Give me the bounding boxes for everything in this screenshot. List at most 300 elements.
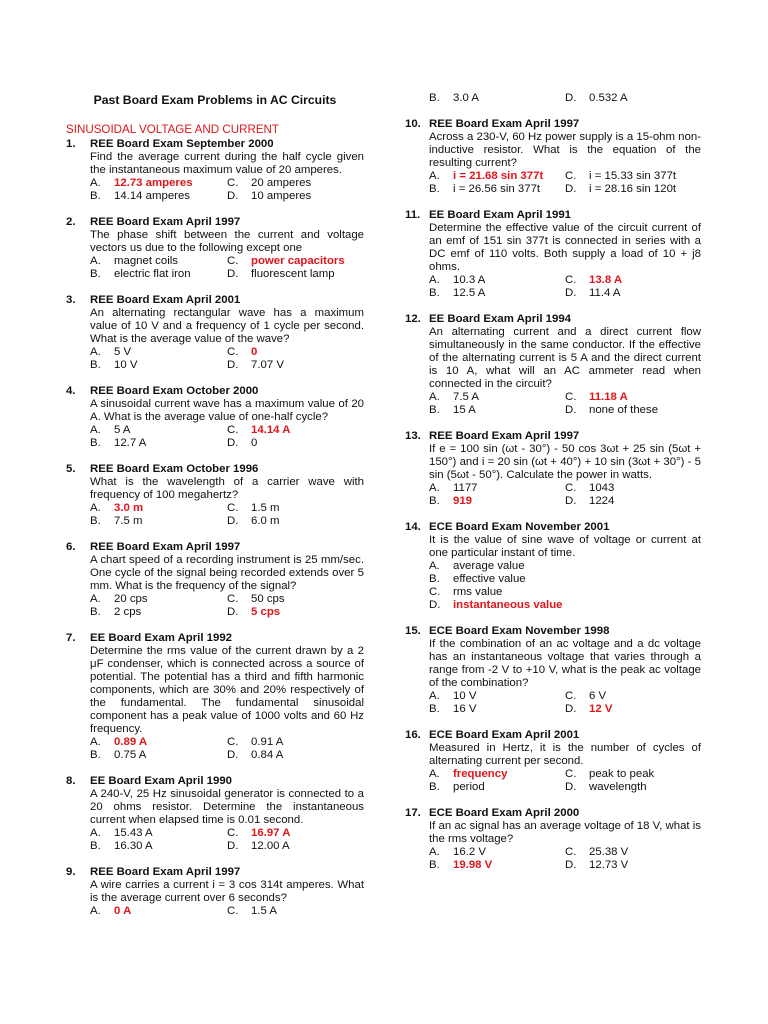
option-letter: B. [429, 781, 440, 793]
option-value: 50 cps [251, 593, 285, 605]
question-text: What is the wavelength of a carrier wave with frequency of 100 megahertz? [90, 476, 364, 501]
option-letter: B. [429, 703, 440, 715]
answer-options [66, 346, 364, 372]
option-letter: A. [90, 502, 101, 514]
question-12 [405, 313, 701, 417]
option-letter: D. [565, 781, 577, 793]
question-source: REE Board Exam October 1996 [90, 463, 259, 475]
correct-answer-value: 19.98 V [453, 859, 493, 871]
correct-answer-value: frequency [453, 768, 508, 780]
option-letter: C. [227, 593, 239, 605]
correct-answer-value: 5 cps [251, 606, 281, 618]
option-letter: B. [429, 404, 440, 416]
option-letter: B. [90, 437, 101, 449]
option-letter: C. [227, 346, 239, 358]
question-number: 13. [405, 430, 421, 442]
option-letter: C. [227, 736, 239, 748]
right-column [405, 0, 701, 885]
option-letter: D. [227, 268, 239, 280]
option-letter: C. [565, 846, 577, 858]
question-7 [66, 632, 364, 762]
correct-answer-value: 0 A [114, 905, 132, 917]
option-value: 12.73 V [589, 859, 629, 871]
correct-answer-option [429, 495, 565, 508]
option-letter: A. [429, 560, 440, 572]
answer-option [429, 573, 701, 586]
option-value: i = 15.33 sin 377t [589, 170, 677, 182]
left-question-list [66, 138, 364, 918]
option-letter: C. [565, 274, 577, 286]
question-16 [405, 729, 701, 794]
question-number: 3. [66, 294, 76, 306]
option-value: 7.5 A [453, 391, 479, 403]
option-value: effective value [453, 573, 526, 585]
option-value: 16 V [453, 703, 477, 715]
question-source: ECE Board Exam November 1998 [429, 625, 610, 637]
answer-option [227, 840, 364, 853]
question-5 [66, 463, 364, 528]
option-value: 16.30 A [114, 840, 153, 852]
option-value: 15.43 A [114, 827, 153, 839]
option-letter: D. [227, 749, 239, 761]
option-value: 7.07 V [251, 359, 284, 371]
answer-option [565, 482, 701, 495]
answer-options [405, 690, 701, 716]
option-value: peak to peak [589, 768, 655, 780]
question-text: A 240-V, 25 Hz sinusoidal generator is connected to a 20 ohms resistor. Determine the instantaneous current when elapsed time is 0.01 second. [90, 788, 364, 826]
answer-options [405, 391, 701, 417]
answer-option [227, 502, 364, 515]
correct-answer-option [90, 905, 227, 918]
answer-option [90, 359, 227, 372]
question-source: EE Board Exam April 1990 [90, 775, 233, 787]
option-value: rms value [453, 586, 503, 598]
answer-option [227, 268, 364, 281]
question-14 [405, 521, 701, 612]
option-letter: D. [227, 840, 239, 852]
option-letter: D. [565, 703, 577, 715]
correct-answer-value: 11.18 A [589, 391, 628, 403]
question-text: It is the value of sine wave of voltage or current at one particular instant of time. [429, 534, 701, 559]
option-value: 10 V [114, 359, 138, 371]
answer-option [227, 177, 364, 190]
question-source: REE Board Exam April 1997 [429, 118, 580, 130]
option-value: 7.5 m [114, 515, 143, 527]
question-header [405, 521, 701, 534]
option-value: 3.0 A [453, 92, 479, 104]
question-text: Determine the effective value of the circuit current of an emf of 151 sin 377t is connected in series with a DC emf of 110 volts. Both supply a load of 10 + j8 ohms. [429, 222, 701, 273]
option-value: 16.2 V [453, 846, 486, 858]
question-source: EE Board Exam April 1991 [429, 209, 572, 221]
option-letter: A. [429, 768, 440, 780]
question-number: 12. [405, 313, 421, 325]
option-letter: B. [429, 92, 440, 104]
answer-option [90, 437, 227, 450]
option-value: 0 [251, 437, 258, 449]
answer-option [565, 859, 701, 872]
answer-options [405, 482, 701, 508]
question-number: 4. [66, 385, 76, 397]
answer-option [227, 359, 364, 372]
option-value: none of these [589, 404, 659, 416]
answer-option [429, 703, 565, 716]
answer-option [90, 268, 227, 281]
option-letter: D. [565, 183, 577, 195]
answer-option [90, 827, 227, 840]
option-letter: C. [565, 690, 577, 702]
question-source: EE Board Exam April 1994 [429, 313, 572, 325]
option-letter: D. [227, 515, 239, 527]
option-value: 20 cps [114, 593, 148, 605]
question-number: 14. [405, 521, 421, 533]
section-heading: SINUSOIDAL VOLTAGE AND CURRENT [66, 123, 280, 136]
option-letter: C. [565, 482, 577, 494]
question-text: Across a 230-V, 60 Hz power supply is a 15-ohm non-inductive resistor. What is the equation of the resulting current? [429, 131, 701, 169]
question-number: 5. [66, 463, 76, 475]
option-letter: C. [227, 177, 239, 189]
question-text: A wire carries a current i = 3 cos 314t amperes. What is the average current over 6 seconds? [90, 879, 364, 904]
question-text: If the combination of an ac voltage and a dc voltage has an instantaneous voltage that varies through a range from -2 V to +10 V, what is the peak ac voltage of the combination? [429, 638, 701, 689]
question-4 [66, 385, 364, 450]
question-source: REE Board Exam September 2000 [90, 138, 274, 150]
option-letter: B. [90, 359, 101, 371]
correct-answer-value: 0 [251, 346, 258, 358]
option-letter: A. [90, 346, 101, 358]
answer-option [429, 846, 565, 859]
question-source: ECE Board Exam April 2001 [429, 729, 580, 741]
correct-answer-option [90, 177, 227, 190]
correct-answer-option [227, 255, 364, 268]
question-number: 15. [405, 625, 421, 637]
answer-option [227, 190, 364, 203]
correct-answer-value: 12 V [589, 703, 613, 715]
question-header [66, 385, 364, 398]
option-letter: A. [429, 170, 440, 182]
option-value: 0.532 A [589, 92, 628, 104]
option-letter: A. [90, 905, 101, 917]
answer-option [429, 690, 565, 703]
question-6 [66, 541, 364, 619]
answer-option [90, 255, 227, 268]
question-header [66, 632, 364, 645]
answer-option [90, 346, 227, 359]
correct-answer-option [227, 827, 364, 840]
answer-options [66, 905, 364, 918]
option-value: 20 amperes [251, 177, 312, 189]
question-number: 6. [66, 541, 76, 553]
question-text: The phase shift between the current and voltage vectors us due to the following except one [90, 229, 364, 254]
question-header [405, 430, 701, 443]
question-number: 7. [66, 632, 76, 644]
question-header [66, 138, 364, 151]
question-source: EE Board Exam April 1992 [90, 632, 233, 644]
option-letter: D. [227, 437, 239, 449]
answer-options [405, 768, 701, 794]
left-column [66, 0, 364, 931]
question-source: ECE Board Exam April 2000 [429, 807, 580, 819]
question-text: Find the average current during the half cycle given the instantaneous maximum value of 20 amperes. [90, 151, 364, 176]
question-text: A chart speed of a recording instrument is 25 mm/sec. One cycle of the signal being recorded extends over 5 mm. What is the frequency of the signal? [90, 554, 364, 592]
option-value: 12.7 A [114, 437, 147, 449]
question-source: REE Board Exam April 1997 [90, 216, 241, 228]
correct-answer-option [429, 768, 565, 781]
correct-answer-option [565, 391, 701, 404]
question-header [405, 625, 701, 638]
question-1 [66, 138, 364, 203]
option-letter: B. [90, 749, 101, 761]
answer-option [90, 593, 227, 606]
option-letter: A. [429, 391, 440, 403]
option-value: 5 V [114, 346, 132, 358]
option-value: 2 cps [114, 606, 142, 618]
option-letter: D. [565, 287, 577, 299]
question-number: 16. [405, 729, 421, 741]
option-value: 15 A [453, 404, 476, 416]
option-letter: D. [565, 495, 577, 507]
answer-option [429, 781, 565, 794]
answer-options [66, 177, 364, 203]
option-letter: C. [429, 586, 441, 598]
answer-options [405, 274, 701, 300]
option-letter: C. [227, 424, 239, 436]
answer-option [565, 287, 701, 300]
correct-answer-option [90, 502, 227, 515]
option-value: average value [453, 560, 525, 572]
question-source: ECE Board Exam November 2001 [429, 521, 610, 533]
option-letter: C. [565, 170, 577, 182]
answer-options [405, 846, 701, 872]
question-text: Determine the rms value of the current drawn by a 2 μF condenser, which is connected across a source of potential. The potential has a third and fifth harmonic components, which are 30% and 20% respectively of the fundamental. The fundamental sinusoidal component has a peak value of 1000 volts and 60 Hz frequency. [90, 645, 364, 735]
option-letter: D. [227, 359, 239, 371]
answer-option [565, 781, 701, 794]
question-header [66, 294, 364, 307]
answer-option [565, 183, 701, 196]
question-11 [405, 209, 701, 300]
answer-option [429, 183, 565, 196]
answer-option [227, 593, 364, 606]
correct-answer-option [227, 424, 364, 437]
answer-option [227, 749, 364, 762]
correct-answer-value: 3.0 m [114, 502, 144, 514]
question-source: REE Board Exam April 1997 [90, 541, 241, 553]
option-letter: B. [429, 287, 440, 299]
answer-option [227, 905, 364, 918]
correct-answer-value: 13.8 A [589, 274, 623, 286]
question-header [405, 118, 701, 131]
option-value: 14.14 amperes [114, 190, 190, 202]
answer-option [227, 437, 364, 450]
answer-option [429, 274, 565, 287]
question-header [405, 209, 701, 222]
answer-options [66, 827, 364, 853]
option-letter: A. [90, 593, 101, 605]
question-number: 9. [66, 866, 76, 878]
correct-answer-value: 919 [453, 495, 473, 507]
option-value: 10 amperes [251, 190, 312, 202]
option-value: electric flat iron [114, 268, 191, 280]
option-letter: B. [429, 183, 440, 195]
correct-answer-value: i = 21.68 sin 377t [453, 170, 544, 182]
document-title: Past Board Exam Problems in AC Circuits [93, 93, 337, 107]
option-value: 10 V [453, 690, 477, 702]
question-number: 17. [405, 807, 421, 819]
option-value: 6 V [589, 690, 607, 702]
question-number: 11. [405, 209, 421, 221]
option-value: 0.75 A [114, 749, 147, 761]
question-text: An alternating rectangular wave has a maximum value of 10 V and a frequency of 1 cycle per second. What is the average value of the wave? [90, 307, 364, 345]
option-value: fluorescent lamp [251, 268, 335, 280]
question-number: 1. [66, 138, 76, 150]
answer-options [66, 502, 364, 528]
correct-answer-value: instantaneous value [453, 599, 563, 611]
correct-answer-option [565, 703, 701, 716]
question-source: REE Board Exam April 1997 [90, 866, 241, 878]
option-letter: A. [429, 482, 440, 494]
question-source: REE Board Exam April 2001 [90, 294, 241, 306]
answer-option [429, 482, 565, 495]
answer-option [90, 190, 227, 203]
option-letter: A. [90, 424, 101, 436]
option-value: 1224 [589, 495, 615, 507]
answer-options [66, 255, 364, 281]
option-value: wavelength [589, 781, 647, 793]
option-letter: A. [429, 846, 440, 858]
question-text: If an ac signal has an average voltage of 18 V, what is the rms voltage? [429, 820, 701, 845]
option-letter: B. [429, 573, 440, 585]
answer-options [405, 560, 701, 612]
option-letter: A. [90, 177, 101, 189]
option-letter: C. [227, 905, 239, 917]
option-value: period [453, 781, 485, 793]
question-header [405, 313, 701, 326]
question-9 [66, 866, 364, 918]
answer-options [66, 424, 364, 450]
correct-answer-option [565, 274, 701, 287]
option-value: 5 A [114, 424, 131, 436]
answer-option [429, 287, 565, 300]
answer-options [405, 170, 701, 196]
answer-option [565, 846, 701, 859]
answer-option [227, 736, 364, 749]
question-header [405, 729, 701, 742]
option-letter: B. [90, 606, 101, 618]
answer-options [66, 736, 364, 762]
option-letter: D. [227, 190, 239, 202]
option-value: 11.4 A [589, 287, 621, 299]
question-number: 2. [66, 216, 76, 228]
question-source: REE Board Exam October 2000 [90, 385, 259, 397]
question-17 [405, 807, 701, 872]
question-header [66, 866, 364, 879]
option-value: i = 26.56 sin 377t [453, 183, 541, 195]
answer-option [565, 768, 701, 781]
answer-options [66, 593, 364, 619]
question-header [405, 807, 701, 820]
option-letter: A. [90, 827, 101, 839]
correct-answer-option [227, 606, 364, 619]
answer-option [429, 404, 565, 417]
correct-answer-value: 14.14 A [251, 424, 291, 436]
answer-option [90, 515, 227, 528]
option-letter: A. [429, 274, 440, 286]
question-8 [66, 775, 364, 853]
option-value: 1177 [453, 482, 478, 494]
option-value: 25.38 V [589, 846, 629, 858]
option-value: magnet coils [114, 255, 178, 267]
answer-option [565, 404, 701, 417]
question-header [66, 775, 364, 788]
question-13 [405, 430, 701, 508]
answer-option [90, 749, 227, 762]
answer-option [565, 92, 701, 105]
continued-options [405, 92, 701, 105]
option-letter: B. [429, 859, 440, 871]
option-letter: B. [429, 495, 440, 507]
question-15 [405, 625, 701, 716]
option-letter: C. [227, 255, 239, 267]
option-letter: C. [565, 391, 577, 403]
question-header [66, 463, 364, 476]
option-value: 12.5 A [453, 287, 486, 299]
correct-answer-option [227, 346, 364, 359]
answer-option [90, 606, 227, 619]
option-letter: D. [227, 606, 239, 618]
question-10 [405, 118, 701, 196]
option-letter: B. [90, 515, 101, 527]
answer-option [429, 586, 701, 599]
question-text: If e = 100 sin (ωt - 30°) - 50 cos 3ωt + 25 sin (5ωt + 150°) and i = 20 sin (ωt + 40°) + 10 sin (3ωt + 30°) - 5 sin (5ωt - 50°). Calculate the power in watts. [429, 443, 701, 481]
option-letter: B. [90, 268, 101, 280]
option-value: 1.5 A [251, 905, 277, 917]
option-letter: C. [227, 827, 239, 839]
question-3 [66, 294, 364, 372]
question-2 [66, 216, 364, 281]
option-letter: B. [90, 840, 101, 852]
correct-answer-value: 0.89 A [114, 736, 148, 748]
question-text: Measured in Hertz, it is the number of cycles of alternating current per second. [429, 742, 701, 767]
answer-option [227, 515, 364, 528]
option-letter: A. [90, 736, 101, 748]
option-letter: B. [90, 190, 101, 202]
answer-option [565, 495, 701, 508]
option-letter: C. [227, 502, 239, 514]
question-header [66, 541, 364, 554]
option-value: 1.5 m [251, 502, 280, 514]
option-letter: D. [565, 92, 577, 104]
option-letter: D. [565, 404, 577, 416]
correct-answer-option [429, 170, 565, 183]
question-text: A sinusoidal current wave has a maximum value of 20 A. What is the average value of one-half cycle? [90, 398, 364, 423]
right-question-list [405, 118, 701, 872]
answer-option [429, 560, 701, 573]
option-letter: A. [90, 255, 101, 267]
option-value: 10.3 A [453, 274, 486, 286]
option-value: 0.91 A [251, 736, 284, 748]
option-value: 0.84 A [251, 749, 284, 761]
correct-answer-option [90, 736, 227, 749]
question-header [66, 216, 364, 229]
option-letter: C. [565, 768, 577, 780]
answer-option [429, 391, 565, 404]
option-value: i = 28.16 sin 120t [589, 183, 677, 195]
question-source: REE Board Exam April 1997 [429, 430, 580, 442]
correct-answer-value: 12.73 amperes [114, 177, 193, 189]
correct-answer-option [429, 859, 565, 872]
question-text: An alternating current and a direct current flow simultaneously in the same conductor. If the effective of the alternating current is 5 A and the direct current is 10 A, what will an AC ammeter read when connected in the circuit? [429, 326, 701, 390]
answer-option [429, 92, 565, 105]
answer-option [565, 690, 701, 703]
question-number: 8. [66, 775, 76, 787]
